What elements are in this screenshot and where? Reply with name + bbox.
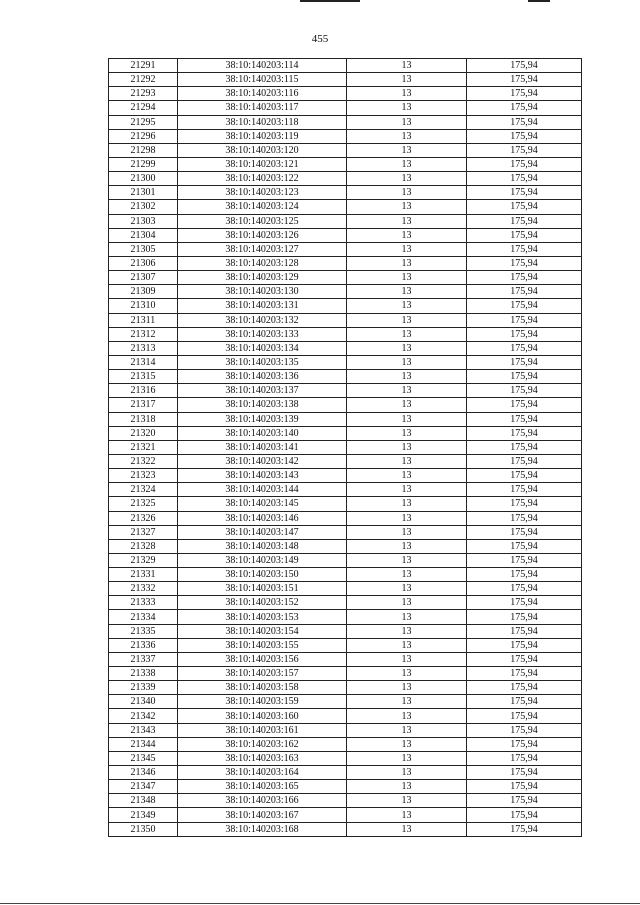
area-cell: 13: [347, 794, 467, 808]
row-number-cell: 21349: [109, 808, 178, 822]
table-row: [109, 87, 582, 101]
amount-cell: 175,94: [467, 454, 582, 468]
amount-cell: 175,94: [467, 143, 582, 157]
area-cell: 13: [347, 766, 467, 780]
cadastral-number-cell: 38:10:140203:117: [178, 101, 347, 115]
amount-cell: 175,94: [467, 780, 582, 794]
table-row: [109, 568, 582, 582]
table-row: [109, 652, 582, 666]
table-row: [109, 256, 582, 270]
row-number-cell: 21322: [109, 454, 178, 468]
cadastral-number-cell: 38:10:140203:144: [178, 483, 347, 497]
area-cell: 13: [347, 370, 467, 384]
registry-table-body: [109, 59, 582, 837]
scan-top-mark-right: [528, 0, 550, 2]
cadastral-number-cell: 38:10:140203:130: [178, 285, 347, 299]
area-cell: 13: [347, 313, 467, 327]
amount-cell: 175,94: [467, 497, 582, 511]
cadastral-number-cell: 38:10:140203:119: [178, 129, 347, 143]
cadastral-number-cell: 38:10:140203:146: [178, 511, 347, 525]
row-number-cell: 21331: [109, 568, 178, 582]
cadastral-number-cell: 38:10:140203:164: [178, 766, 347, 780]
row-number-cell: 21320: [109, 426, 178, 440]
amount-cell: 175,94: [467, 412, 582, 426]
area-cell: 13: [347, 652, 467, 666]
cadastral-number-cell: 38:10:140203:149: [178, 553, 347, 567]
table-row: [109, 172, 582, 186]
area-cell: 13: [347, 172, 467, 186]
cadastral-number-cell: 38:10:140203:125: [178, 214, 347, 228]
scan-top-mark-left: [300, 0, 360, 2]
area-cell: 13: [347, 157, 467, 171]
row-number-cell: 21337: [109, 652, 178, 666]
amount-cell: 175,94: [467, 200, 582, 214]
cadastral-number-cell: 38:10:140203:143: [178, 469, 347, 483]
cadastral-number-cell: 38:10:140203:145: [178, 497, 347, 511]
area-cell: 13: [347, 285, 467, 299]
table-row: [109, 384, 582, 398]
cadastral-number-cell: 38:10:140203:122: [178, 172, 347, 186]
area-cell: 13: [347, 228, 467, 242]
area-cell: 13: [347, 695, 467, 709]
table-row: [109, 271, 582, 285]
amount-cell: 175,94: [467, 822, 582, 836]
table-row: [109, 483, 582, 497]
area-cell: 13: [347, 638, 467, 652]
amount-cell: 175,94: [467, 129, 582, 143]
area-cell: 13: [347, 384, 467, 398]
amount-cell: 175,94: [467, 426, 582, 440]
amount-cell: 175,94: [467, 511, 582, 525]
amount-cell: 175,94: [467, 568, 582, 582]
cadastral-number-cell: 38:10:140203:151: [178, 582, 347, 596]
area-cell: 13: [347, 610, 467, 624]
row-number-cell: 21316: [109, 384, 178, 398]
amount-cell: 175,94: [467, 709, 582, 723]
area-cell: 13: [347, 143, 467, 157]
area-cell: 13: [347, 596, 467, 610]
cadastral-number-cell: 38:10:140203:131: [178, 299, 347, 313]
amount-cell: 175,94: [467, 483, 582, 497]
table-row: [109, 723, 582, 737]
registry-table: [108, 58, 582, 837]
area-cell: 13: [347, 101, 467, 115]
area-cell: 13: [347, 568, 467, 582]
amount-cell: 175,94: [467, 751, 582, 765]
row-number-cell: 21292: [109, 73, 178, 87]
table-row: [109, 638, 582, 652]
row-number-cell: 21314: [109, 355, 178, 369]
cadastral-number-cell: 38:10:140203:118: [178, 115, 347, 129]
area-cell: 13: [347, 483, 467, 497]
cadastral-number-cell: 38:10:140203:157: [178, 667, 347, 681]
cadastral-number-cell: 38:10:140203:166: [178, 794, 347, 808]
table-row: [109, 426, 582, 440]
amount-cell: 175,94: [467, 256, 582, 270]
table-row: [109, 440, 582, 454]
row-number-cell: 21309: [109, 285, 178, 299]
row-number-cell: 21326: [109, 511, 178, 525]
table-row: [109, 681, 582, 695]
area-cell: 13: [347, 454, 467, 468]
cadastral-number-cell: 38:10:140203:133: [178, 327, 347, 341]
area-cell: 13: [347, 115, 467, 129]
area-cell: 13: [347, 242, 467, 256]
area-cell: 13: [347, 87, 467, 101]
row-number-cell: 21303: [109, 214, 178, 228]
amount-cell: 175,94: [467, 384, 582, 398]
amount-cell: 175,94: [467, 539, 582, 553]
area-cell: 13: [347, 73, 467, 87]
table-row: [109, 808, 582, 822]
row-number-cell: 21324: [109, 483, 178, 497]
amount-cell: 175,94: [467, 582, 582, 596]
table-row: [109, 539, 582, 553]
cadastral-number-cell: 38:10:140203:140: [178, 426, 347, 440]
table-row: [109, 228, 582, 242]
area-cell: 13: [347, 271, 467, 285]
table-row: [109, 101, 582, 115]
area-cell: 13: [347, 723, 467, 737]
cadastral-number-cell: 38:10:140203:168: [178, 822, 347, 836]
cadastral-number-cell: 38:10:140203:161: [178, 723, 347, 737]
row-number-cell: 21310: [109, 299, 178, 313]
table-row: [109, 822, 582, 836]
table-row: [109, 525, 582, 539]
row-number-cell: 21336: [109, 638, 178, 652]
area-cell: 13: [347, 582, 467, 596]
cadastral-number-cell: 38:10:140203:116: [178, 87, 347, 101]
cadastral-number-cell: 38:10:140203:139: [178, 412, 347, 426]
cadastral-number-cell: 38:10:140203:137: [178, 384, 347, 398]
row-number-cell: 21329: [109, 553, 178, 567]
amount-cell: 175,94: [467, 695, 582, 709]
cadastral-number-cell: 38:10:140203:115: [178, 73, 347, 87]
table-row: [109, 157, 582, 171]
cadastral-number-cell: 38:10:140203:136: [178, 370, 347, 384]
row-number-cell: 21307: [109, 271, 178, 285]
table-row: [109, 709, 582, 723]
area-cell: 13: [347, 667, 467, 681]
table-row: [109, 299, 582, 313]
area-cell: 13: [347, 440, 467, 454]
area-cell: 13: [347, 355, 467, 369]
area-cell: 13: [347, 525, 467, 539]
cadastral-number-cell: 38:10:140203:129: [178, 271, 347, 285]
amount-cell: 175,94: [467, 596, 582, 610]
cadastral-number-cell: 38:10:140203:147: [178, 525, 347, 539]
row-number-cell: 21304: [109, 228, 178, 242]
area-cell: 13: [347, 511, 467, 525]
row-number-cell: 21338: [109, 667, 178, 681]
amount-cell: 175,94: [467, 794, 582, 808]
table-row: [109, 766, 582, 780]
cadastral-number-cell: 38:10:140203:120: [178, 143, 347, 157]
table-row: [109, 751, 582, 765]
amount-cell: 175,94: [467, 299, 582, 313]
amount-cell: 175,94: [467, 723, 582, 737]
amount-cell: 175,94: [467, 667, 582, 681]
row-number-cell: 21347: [109, 780, 178, 794]
area-cell: 13: [347, 341, 467, 355]
table-row: [109, 200, 582, 214]
table-row: [109, 610, 582, 624]
amount-cell: 175,94: [467, 440, 582, 454]
amount-cell: 175,94: [467, 341, 582, 355]
amount-cell: 175,94: [467, 370, 582, 384]
row-number-cell: 21318: [109, 412, 178, 426]
amount-cell: 175,94: [467, 652, 582, 666]
amount-cell: 175,94: [467, 469, 582, 483]
table-row: [109, 454, 582, 468]
row-number-cell: 21327: [109, 525, 178, 539]
row-number-cell: 21293: [109, 87, 178, 101]
table-row: [109, 511, 582, 525]
amount-cell: 175,94: [467, 87, 582, 101]
area-cell: 13: [347, 129, 467, 143]
amount-cell: 175,94: [467, 313, 582, 327]
area-cell: 13: [347, 737, 467, 751]
amount-cell: 175,94: [467, 271, 582, 285]
amount-cell: 175,94: [467, 172, 582, 186]
amount-cell: 175,94: [467, 355, 582, 369]
row-number-cell: 21296: [109, 129, 178, 143]
table-row: [109, 115, 582, 129]
cadastral-number-cell: 38:10:140203:132: [178, 313, 347, 327]
table-row: [109, 582, 582, 596]
area-cell: 13: [347, 624, 467, 638]
table-row: [109, 285, 582, 299]
amount-cell: 175,94: [467, 73, 582, 87]
row-number-cell: 21294: [109, 101, 178, 115]
row-number-cell: 21299: [109, 157, 178, 171]
row-number-cell: 21321: [109, 440, 178, 454]
table-row: [109, 695, 582, 709]
area-cell: 13: [347, 299, 467, 313]
row-number-cell: 21335: [109, 624, 178, 638]
table-row: [109, 553, 582, 567]
amount-cell: 175,94: [467, 285, 582, 299]
cadastral-number-cell: 38:10:140203:158: [178, 681, 347, 695]
row-number-cell: 21334: [109, 610, 178, 624]
table-row: [109, 341, 582, 355]
table-row: [109, 59, 582, 73]
scan-bottom-edge: [0, 903, 640, 904]
row-number-cell: 21342: [109, 709, 178, 723]
area-cell: 13: [347, 214, 467, 228]
amount-cell: 175,94: [467, 214, 582, 228]
row-number-cell: 21298: [109, 143, 178, 157]
table-row: [109, 355, 582, 369]
row-number-cell: 21300: [109, 172, 178, 186]
cadastral-number-cell: 38:10:140203:155: [178, 638, 347, 652]
amount-cell: 175,94: [467, 186, 582, 200]
cadastral-number-cell: 38:10:140203:141: [178, 440, 347, 454]
cadastral-number-cell: 38:10:140203:152: [178, 596, 347, 610]
area-cell: 13: [347, 497, 467, 511]
table-row: [109, 327, 582, 341]
table-row: [109, 242, 582, 256]
amount-cell: 175,94: [467, 157, 582, 171]
table-row: [109, 497, 582, 511]
table-row: [109, 313, 582, 327]
table-row: [109, 469, 582, 483]
row-number-cell: 21305: [109, 242, 178, 256]
amount-cell: 175,94: [467, 327, 582, 341]
cadastral-number-cell: 38:10:140203:159: [178, 695, 347, 709]
row-number-cell: 21348: [109, 794, 178, 808]
cadastral-number-cell: 38:10:140203:124: [178, 200, 347, 214]
row-number-cell: 21345: [109, 751, 178, 765]
area-cell: 13: [347, 751, 467, 765]
row-number-cell: 21346: [109, 766, 178, 780]
row-number-cell: 21295: [109, 115, 178, 129]
amount-cell: 175,94: [467, 228, 582, 242]
cadastral-number-cell: 38:10:140203:148: [178, 539, 347, 553]
cadastral-number-cell: 38:10:140203:154: [178, 624, 347, 638]
area-cell: 13: [347, 780, 467, 794]
cadastral-number-cell: 38:10:140203:128: [178, 256, 347, 270]
table-row: [109, 143, 582, 157]
area-cell: 13: [347, 256, 467, 270]
amount-cell: 175,94: [467, 115, 582, 129]
row-number-cell: 21344: [109, 737, 178, 751]
area-cell: 13: [347, 681, 467, 695]
cadastral-number-cell: 38:10:140203:163: [178, 751, 347, 765]
area-cell: 13: [347, 327, 467, 341]
area-cell: 13: [347, 822, 467, 836]
area-cell: 13: [347, 539, 467, 553]
area-cell: 13: [347, 426, 467, 440]
table-row: [109, 794, 582, 808]
row-number-cell: 21325: [109, 497, 178, 511]
amount-cell: 175,94: [467, 808, 582, 822]
cadastral-number-cell: 38:10:140203:165: [178, 780, 347, 794]
row-number-cell: 21312: [109, 327, 178, 341]
area-cell: 13: [347, 200, 467, 214]
cadastral-number-cell: 38:10:140203:156: [178, 652, 347, 666]
table-row: [109, 370, 582, 384]
row-number-cell: 21323: [109, 469, 178, 483]
cadastral-number-cell: 38:10:140203:126: [178, 228, 347, 242]
page-number: 455: [311, 33, 329, 45]
cadastral-number-cell: 38:10:140203:142: [178, 454, 347, 468]
row-number-cell: 21306: [109, 256, 178, 270]
amount-cell: 175,94: [467, 737, 582, 751]
cadastral-number-cell: 38:10:140203:160: [178, 709, 347, 723]
row-number-cell: 21333: [109, 596, 178, 610]
amount-cell: 175,94: [467, 766, 582, 780]
table-row: [109, 624, 582, 638]
amount-cell: 175,94: [467, 553, 582, 567]
amount-cell: 175,94: [467, 525, 582, 539]
table-row: [109, 780, 582, 794]
area-cell: 13: [347, 59, 467, 73]
cadastral-number-cell: 38:10:140203:150: [178, 568, 347, 582]
row-number-cell: 21350: [109, 822, 178, 836]
cadastral-number-cell: 38:10:140203:135: [178, 355, 347, 369]
table-row: [109, 737, 582, 751]
cadastral-number-cell: 38:10:140203:167: [178, 808, 347, 822]
area-cell: 13: [347, 186, 467, 200]
table-row: [109, 73, 582, 87]
row-number-cell: 21302: [109, 200, 178, 214]
row-number-cell: 21332: [109, 582, 178, 596]
cadastral-number-cell: 38:10:140203:134: [178, 341, 347, 355]
cadastral-number-cell: 38:10:140203:153: [178, 610, 347, 624]
table-row: [109, 398, 582, 412]
row-number-cell: 21339: [109, 681, 178, 695]
table-row: [109, 667, 582, 681]
amount-cell: 175,94: [467, 101, 582, 115]
cadastral-number-cell: 38:10:140203:138: [178, 398, 347, 412]
row-number-cell: 21313: [109, 341, 178, 355]
amount-cell: 175,94: [467, 610, 582, 624]
row-number-cell: 21317: [109, 398, 178, 412]
table-row: [109, 412, 582, 426]
amount-cell: 175,94: [467, 624, 582, 638]
area-cell: 13: [347, 553, 467, 567]
area-cell: 13: [347, 469, 467, 483]
table-row: [109, 596, 582, 610]
cadastral-number-cell: 38:10:140203:114: [178, 59, 347, 73]
table-row: [109, 129, 582, 143]
cadastral-number-cell: 38:10:140203:162: [178, 737, 347, 751]
area-cell: 13: [347, 808, 467, 822]
cadastral-number-cell: 38:10:140203:127: [178, 242, 347, 256]
area-cell: 13: [347, 412, 467, 426]
cadastral-number-cell: 38:10:140203:121: [178, 157, 347, 171]
row-number-cell: 21340: [109, 695, 178, 709]
area-cell: 13: [347, 398, 467, 412]
amount-cell: 175,94: [467, 638, 582, 652]
row-number-cell: 21328: [109, 539, 178, 553]
row-number-cell: 21301: [109, 186, 178, 200]
amount-cell: 175,94: [467, 59, 582, 73]
row-number-cell: 21343: [109, 723, 178, 737]
amount-cell: 175,94: [467, 242, 582, 256]
row-number-cell: 21311: [109, 313, 178, 327]
table-row: [109, 186, 582, 200]
cadastral-number-cell: 38:10:140203:123: [178, 186, 347, 200]
row-number-cell: 21315: [109, 370, 178, 384]
area-cell: 13: [347, 709, 467, 723]
amount-cell: 175,94: [467, 681, 582, 695]
row-number-cell: 21291: [109, 59, 178, 73]
table-row: [109, 214, 582, 228]
amount-cell: 175,94: [467, 398, 582, 412]
